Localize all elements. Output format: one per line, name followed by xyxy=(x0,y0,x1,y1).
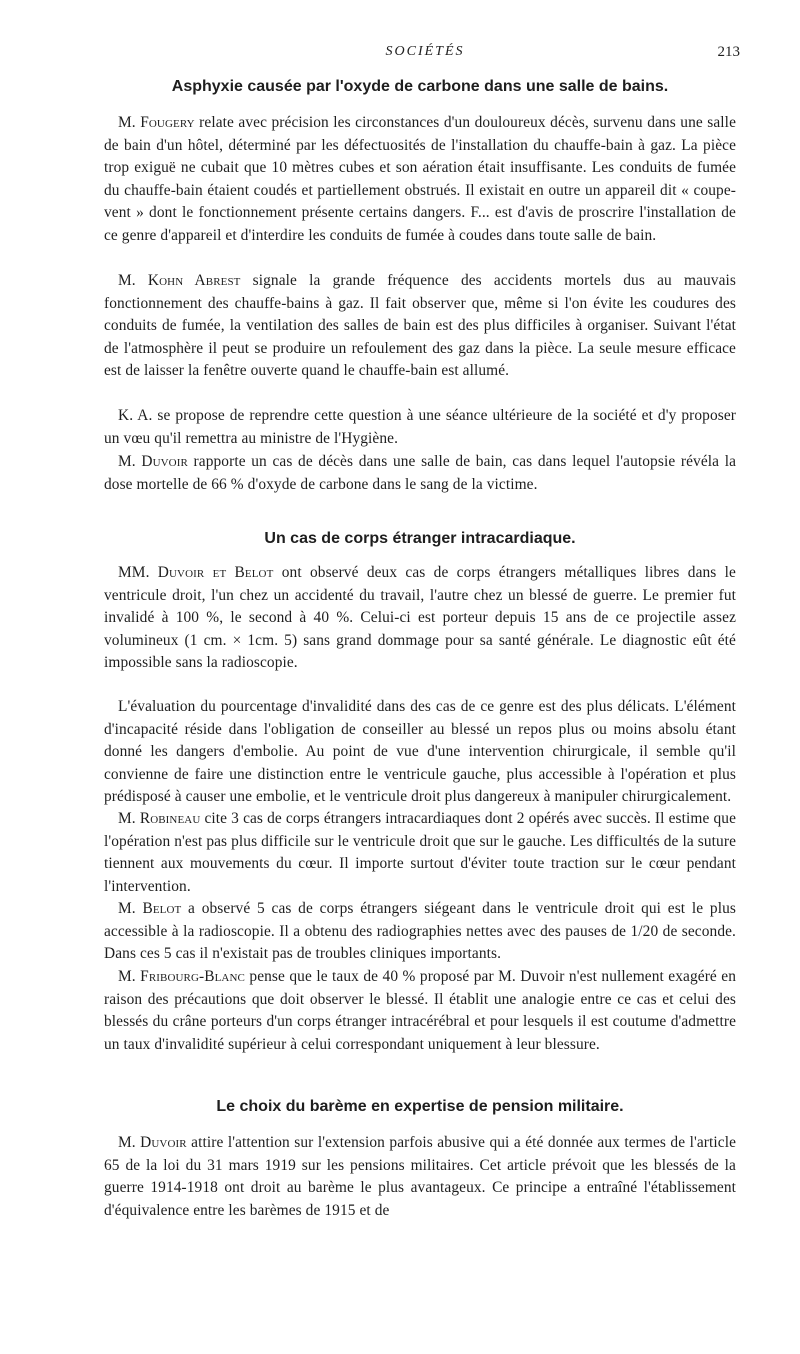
paragraph xyxy=(104,405,736,450)
author-name: M. Duvoir xyxy=(118,1134,187,1151)
paragraph xyxy=(104,112,736,248)
paragraph-text: pense que le taux de 40 % proposé par M. Duvoir n'est nullement exagéré en raison des précautions que doit observer le blessé. Il établit une analogie entre ce cas et celui des blessés du crâne porteurs d'un corps étranger intracérébral et pour lesquels il est coutume d'admettre un taux d'invalidité supérieur à celui correspondant uniquement à leur blessure. xyxy=(104,968,737,1053)
author-name: M. Duvoir xyxy=(118,453,188,470)
running-head xyxy=(110,44,740,66)
paragraph-text: a observé 5 cas de corps étrangers siégeant dans le ventricule droit qui est le plus accessible à la radioscopie. Il a obtenu des radiographies nettes avec des pauses de 1/20 de seconde. Dans ces 5 cas il n'existait pas de troubles cliniques importants. xyxy=(104,900,736,963)
paragraph-text: rapporte un cas de décès dans une salle de bain, cas dans lequel l'autopsie révéla la dose mortelle de 66 % d'oxyde de carbone dans le sang de la victime. xyxy=(104,453,736,493)
running-head-title: SOCIÉTÉS xyxy=(385,44,465,59)
paragraph xyxy=(104,696,736,809)
author-name: M. Belot xyxy=(118,900,182,917)
paragraph xyxy=(104,898,736,966)
section-heading-asphyxie: Asphyxie causée par l'oxyde de carbone dans une salle de bains. xyxy=(171,78,669,95)
paragraph xyxy=(104,451,736,496)
author-name: M. Fougery xyxy=(118,114,195,131)
author-name: M. Robineau xyxy=(118,810,201,827)
paragraph-text: K. A. se propose de reprendre cette question à une séance ultérieure de la société et d'y proposer un vœu qu'il remettra au ministre de l'Hygiène. xyxy=(104,407,736,447)
paragraph xyxy=(104,966,736,1056)
paragraph xyxy=(104,808,736,898)
section-heading-bareme: Le choix du barème en expertise de pension militaire. xyxy=(216,1098,624,1115)
author-name: MM. Duvoir et Belot xyxy=(118,564,274,581)
page-number: 213 xyxy=(717,44,740,60)
paragraph xyxy=(104,562,736,675)
paragraph-text: signale la grande fréquence des accidents mortels dus au mauvais fonctionnement des chauffe-bains à gaz. Il fait observer que, même si l'on évite les coudures des conduits de fumée, la ventilation des salles de bain est des plus difficiles à organiser. Suivant l'état de l'atmosphère il peut se produire un refoulement des gaz dans la pièce. La seule mesure efficace est de laisser la fenêtre ouverte quand le chauffe-bain est allumé. xyxy=(104,272,736,380)
paragraph-text: relate avec précision les circonstances d'un douloureux décès, survenu dans une salle de bain d'un hôtel, déterminé par les défectuosités de l'installation du chauffe-bain à gaz. La pièce trop exiguë ne cubait que 10 mètres cubes et son aération était insuffisante. Les conduits de fumée du chauffe-bain étaient coudés et partiellement obstrués. Il existait en outre un appareil dit « coupe-vent » dont le fonctionnement présente certains dangers. F... est d'avis de proscrire l'installation de ce genre d'appareil et d'interdire les conduits de fumée à coudes dans toute salle de bain. xyxy=(104,114,736,244)
paragraph-text: cite 3 cas de corps étrangers intracardiaques dont 2 opérés avec succès. Il estime que l'opération n'est pas plus difficile sur le ventricule droit que sur le gauche. Les difficultés de la suture tiennent aux mouvements du cœur. Il importe surtout d'éviter toute traction sur le cœur pendant l'intervention. xyxy=(104,810,736,895)
paragraph-text: attire l'attention sur l'extension parfois abusive qui a été donnée aux termes de l'article 65 de la loi du 31 mars 1919 sur les pensions militaires. Cet article prévoit que les blessés de la guerre 1914-1918 ont droit au barème le plus avantageux. Ce principe a entraîné l'établissement d'équivalence entre les barèmes de 1915 et de xyxy=(104,1134,737,1219)
author-name: M. Kohn Abrest xyxy=(118,272,241,289)
section-heading-corps-etranger: Un cas de corps étranger intracardiaque. xyxy=(264,530,576,547)
paragraph xyxy=(104,1132,736,1222)
paragraph xyxy=(104,270,736,383)
paragraph-text: L'évaluation du pourcentage d'invalidité dans des cas de ce genre est des plus délicats. L'élément d'incapacité réside dans l'obligation de conseiller au blessé un repos plus ou moins absolu étant donné les dangers d'embolie. Au point de vue d'une intervention chirurgicale, il semble qu'il convienne de faire une distinction entre le ventricule gauche, plus accessible à l'opération et plus prédisposé à causer une embolie, et le ventricule droit plus dangereux à manipuler chirurgicalement. xyxy=(104,698,736,806)
author-name: M. Fribourg-Blanc xyxy=(118,968,245,985)
paragraph-text: ont observé deux cas de corps étrangers métalliques libres dans le ventricule droit, l'un chez un accidenté du travail, l'autre chez un blessé de guerre. Le premier fut invalidé à 100 %, le second à 40 %. Celui-ci est porteur depuis 15 ans de ce projectile assez volumineux (1 cm. × 1cm. 5) sans grand dommage pour sa santé générale. Le diagnostic eût été impossible sans la radioscopie. xyxy=(104,564,736,672)
